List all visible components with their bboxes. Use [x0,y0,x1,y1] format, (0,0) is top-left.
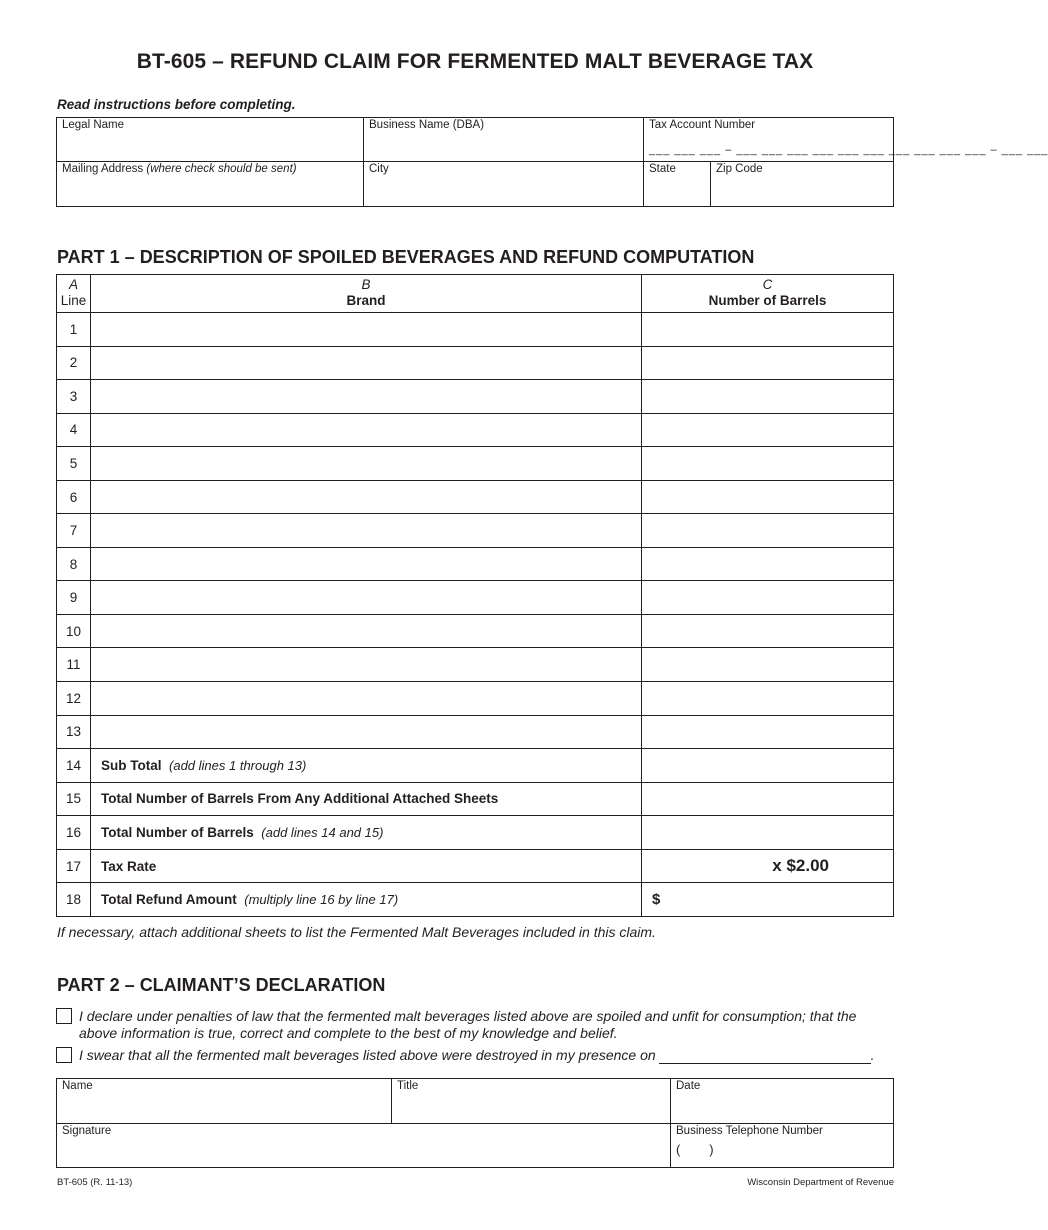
destroyed-date-input[interactable] [659,1050,871,1064]
declaration-spoiled-text: I declare under penalties of law that the fermented malt beverages listed above are spoiled and unfit for consumption; that the above information is true, correct and complete to the best of my knowledge and belief. [79,1008,857,1041]
legal-name-label: Legal Name [62,119,125,131]
line-number: 18 [57,883,91,917]
attach-sheets-note: If necessary, attach additional sheets to list the Fermented Malt Beverages included in this claim. [57,924,656,940]
col-a-label: Line [60,293,87,308]
col-barrels-header [642,275,894,313]
declaration-destroyed-checkbox[interactable] [56,1047,72,1063]
brand-input[interactable] [91,413,642,447]
brand-input[interactable] [91,648,642,682]
barrels-input[interactable] [642,380,894,414]
tax-account-mask: ___ ___ ___ – ___ ___ ___ ___ ___ ___ ___ ___ ___ ___ – ___ ___ [649,144,1048,156]
table-row [57,480,894,514]
subtotal-input[interactable] [642,749,894,783]
brand-input[interactable] [91,346,642,380]
currency-symbol: $ [652,891,661,909]
additional-sheets-label-cell [91,782,642,816]
col-brand-header [91,275,642,313]
date-field[interactable] [671,1079,893,1123]
name-label: Name [62,1080,93,1092]
table-row [57,447,894,481]
brand-input[interactable] [91,614,642,648]
brand-input[interactable] [91,447,642,481]
barrels-input[interactable] [642,614,894,648]
title-label: Title [397,1080,419,1092]
barrels-input[interactable] [642,447,894,481]
refund-computation-table [56,274,894,917]
table-row [57,547,894,581]
line-number: 5 [57,447,91,481]
line-number: 7 [57,514,91,548]
table-row [57,648,894,682]
table-row [57,614,894,648]
line-number: 11 [57,648,91,682]
total-refund-input[interactable] [642,883,894,917]
declaration-destroyed-line [79,1047,897,1064]
brand-input[interactable] [91,313,642,347]
tax-rate-row [57,849,894,883]
business-name-label: Business Name (DBA) [369,119,485,131]
barrels-input[interactable] [642,715,894,749]
declaration-destroyed-text: I swear that all the fermented malt beverages listed above were destroyed in my presence on [79,1047,656,1063]
signature-field[interactable] [57,1124,670,1167]
date-label: Date [676,1080,701,1092]
line-number: 8 [57,547,91,581]
col-line-header [57,275,91,313]
zip-label: Zip Code [716,163,763,175]
table-row [57,682,894,716]
col-c-letter: C [762,277,773,292]
brand-input[interactable] [91,547,642,581]
business-name-field[interactable] [364,118,643,161]
name-field[interactable] [57,1079,391,1123]
table-header-row [57,275,894,313]
part2-title: PART 2 – CLAIMANT’S DECLARATION [57,975,386,995]
line-number: 10 [57,614,91,648]
barrels-input[interactable] [642,313,894,347]
barrels-input[interactable] [642,648,894,682]
line-number: 16 [57,816,91,850]
line-number: 1 [57,313,91,347]
col-b-label: Brand [346,293,386,308]
total-barrels-note: (add lines 14 and 15) [261,824,384,840]
zip-field[interactable] [711,162,893,206]
tax-rate-label-cell [91,849,642,883]
table-row [57,380,894,414]
taxpayer-info-box [56,117,1048,207]
line-number: 15 [57,782,91,816]
total-refund-label-cell [91,883,642,917]
line-number: 4 [57,413,91,447]
barrels-input[interactable] [642,547,894,581]
barrels-input[interactable] [642,480,894,514]
form-id: BT-605 (R. 11-13) [57,1177,133,1188]
total-barrels-label-cell [91,816,642,850]
barrels-input[interactable] [642,346,894,380]
barrels-input[interactable] [642,413,894,447]
table-row [57,346,894,380]
additional-sheets-input[interactable] [642,782,894,816]
brand-input[interactable] [91,581,642,615]
city-field[interactable] [364,162,643,206]
part1-title: PART 1 – DESCRIPTION OF SPOILED BEVERAGES AND REFUND COMPUTATION [57,247,755,267]
state-label: State [649,163,676,175]
declaration-spoiled-checkbox[interactable] [56,1008,72,1024]
line-number: 6 [57,480,91,514]
col-b-letter: B [361,277,371,292]
table-row [57,413,894,447]
brand-input[interactable] [91,480,642,514]
total-refund-row [57,883,894,917]
city-label: City [369,163,389,175]
brand-input[interactable] [91,514,642,548]
line-number: 2 [57,346,91,380]
form-title: BT-605 – REFUND CLAIM FOR FERMENTED MALT BEVERAGE TAX [136,50,814,73]
state-field[interactable] [644,162,710,206]
line-number: 9 [57,581,91,615]
mailing-address-label: Mailing Address [62,163,147,175]
col-a-letter: A [68,277,78,292]
line-number: 3 [57,380,91,414]
phone-area-code: ( ) [676,1142,714,1157]
barrels-input[interactable] [642,682,894,716]
barrels-input[interactable] [642,581,894,615]
total-refund-note: (multiply line 16 by line 17) [244,892,399,908]
signature-box [56,1078,894,1168]
table-row [57,715,894,749]
subtotal-label-cell [91,749,642,783]
subtotal-note: (add lines 1 through 13) [169,757,307,773]
tax-rate-value: x $2.00 [642,849,894,883]
table-row [57,514,894,548]
subtotal-row [57,749,894,783]
additional-sheets-row [57,782,894,816]
tax-account-label: Tax Account Number [649,119,756,131]
total-barrels-input[interactable] [642,816,894,850]
legal-name-field[interactable] [57,118,363,161]
subtotal-label: Sub Total [101,757,162,773]
line-number: 14 [57,749,91,783]
line-number: 17 [57,849,91,883]
title-field[interactable] [392,1079,670,1123]
additional-sheets-label: Total Number of Barrels From Any Additional Attached Sheets [101,791,499,807]
mailing-address-field[interactable] [57,162,363,206]
phone-field[interactable] [671,1124,893,1167]
agency-name: Wisconsin Department of Revenue [747,1177,894,1188]
brand-input[interactable] [91,682,642,716]
line-number: 12 [57,682,91,716]
brand-lines [57,313,894,917]
line-number: 13 [57,715,91,749]
tax-rate-label: Tax Rate [101,858,157,874]
phone-label: Business Telephone Number [676,1125,823,1137]
signature-label: Signature [62,1125,112,1137]
brand-input[interactable] [91,380,642,414]
total-barrels-row [57,816,894,850]
declaration-period: . [870,1047,875,1063]
table-row [57,313,894,347]
instructions-note: Read instructions before completing. [57,97,296,112]
brand-input[interactable] [91,715,642,749]
total-barrels-label: Total Number of Barrels [101,824,254,840]
mailing-address-note: (where check should be sent) [146,163,297,175]
col-c-label: Number of Barrels [708,293,827,308]
barrels-input[interactable] [642,514,894,548]
table-row [57,581,894,615]
total-refund-label: Total Refund Amount [101,892,237,908]
